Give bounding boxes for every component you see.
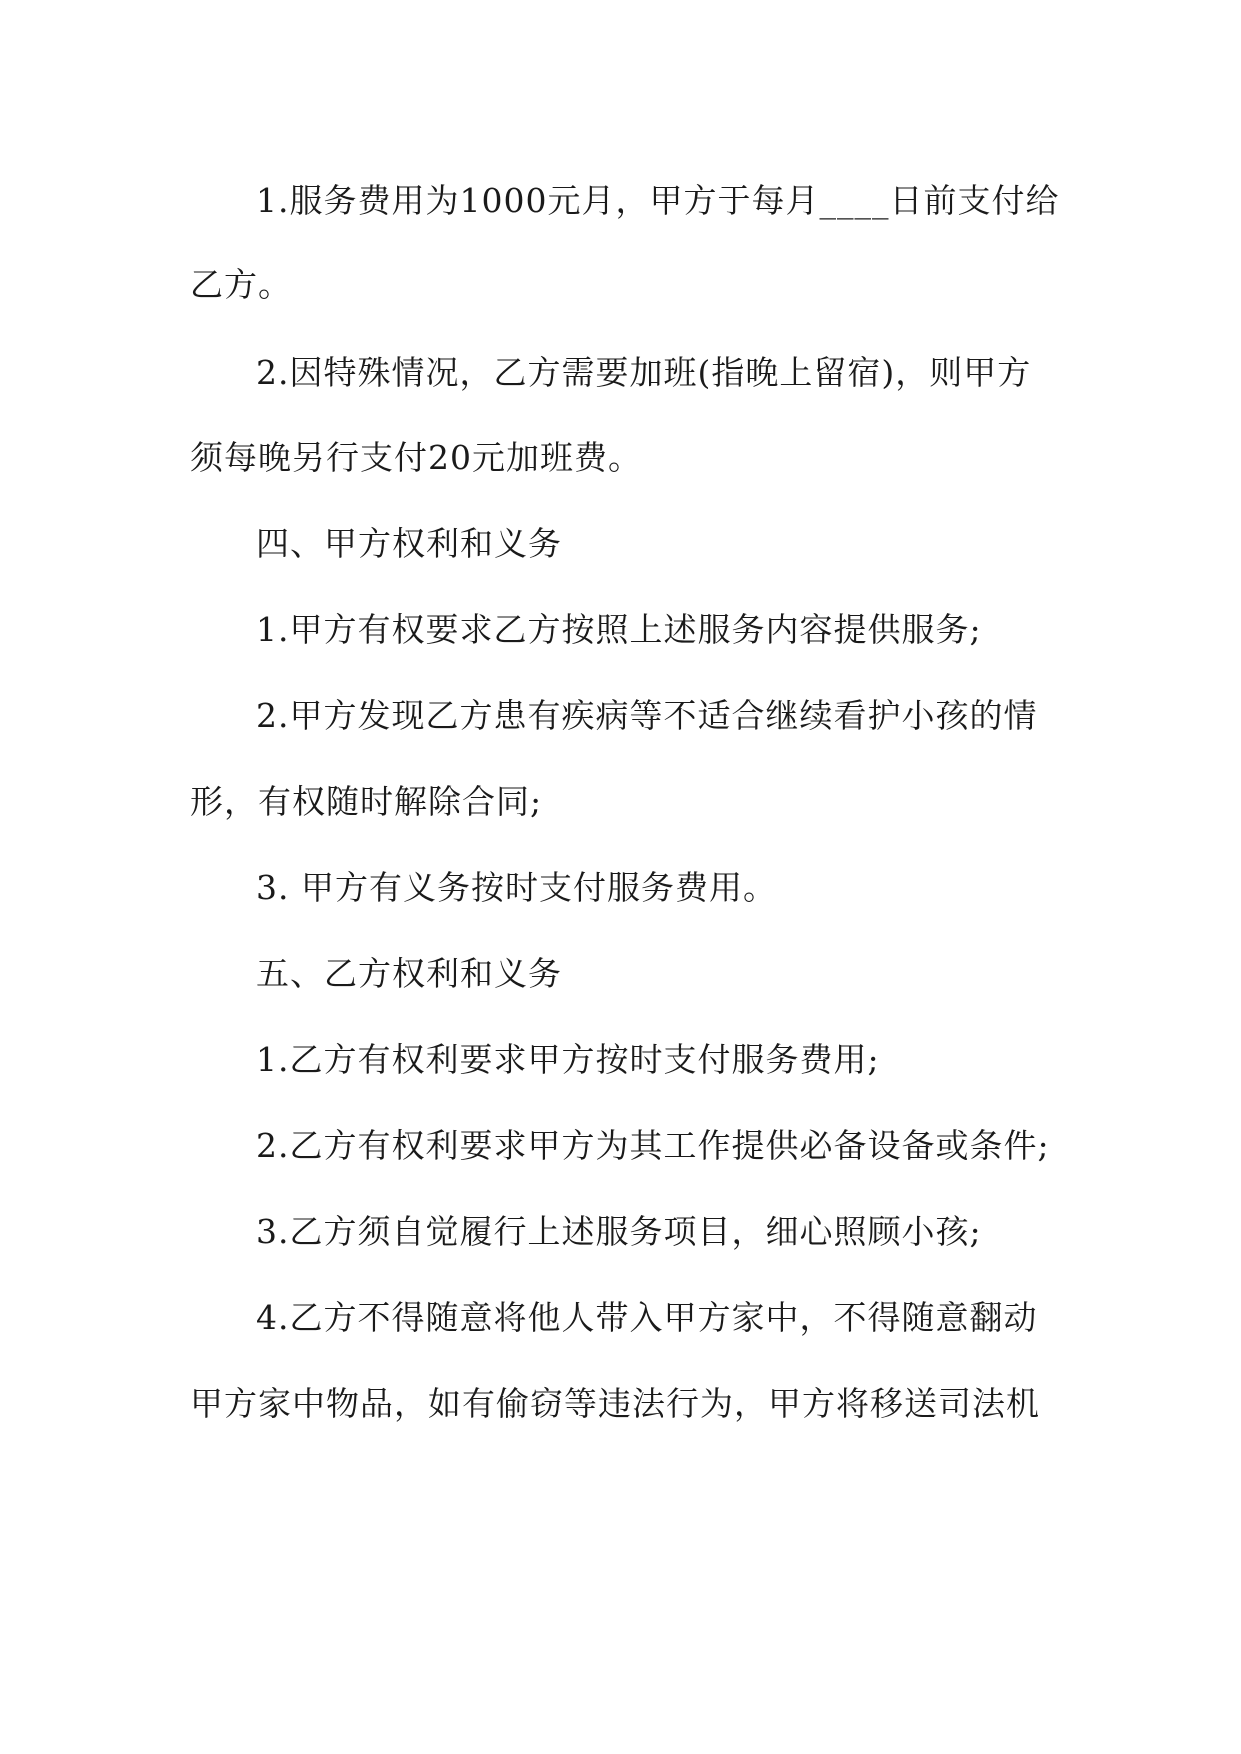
clause-5-4-line-2: 甲方家中物品，如有偷窃等违法行为，甲方将移送司法机 (190, 1384, 1040, 1423)
section-5-heading: 五、乙方权利和义务 (256, 954, 562, 993)
clause-4-2-line-2: 形，有权随时解除合同; (190, 782, 543, 821)
clause-3-2-line-2: 须每晚另行支付20元加班费。 (190, 438, 642, 477)
clause-4-3: 3. 甲方有义务按时支付服务费用。 (256, 868, 777, 907)
clause-3-1-line-2: 乙方。 (190, 265, 292, 304)
clause-5-4-line-1: 4.乙方不得随意将他人带入甲方家中，不得随意翻动 (256, 1298, 1038, 1337)
clause-5-3: 3.乙方须自觉履行上述服务项目，细心照顾小孩; (256, 1212, 982, 1251)
clause-4-2-line-1: 2.甲方发现乙方患有疾病等不适合继续看护小孩的情 (256, 696, 1038, 735)
clause-3-1-line-1: 1.服务费用为1000元月，甲方于每月____日前支付给 (256, 181, 1060, 220)
section-4-heading: 四、甲方权利和义务 (256, 524, 562, 563)
clause-5-2: 2.乙方有权利要求甲方为其工作提供必备设备或条件; (256, 1126, 1050, 1165)
clause-4-1: 1.甲方有权要求乙方按照上述服务内容提供服务; (256, 610, 982, 649)
clause-3-2-line-1: 2.因特殊情况，乙方需要加班(指晚上留宿)，则甲方 (256, 353, 1032, 392)
clause-5-1: 1.乙方有权利要求甲方按时支付服务费用; (256, 1040, 880, 1079)
